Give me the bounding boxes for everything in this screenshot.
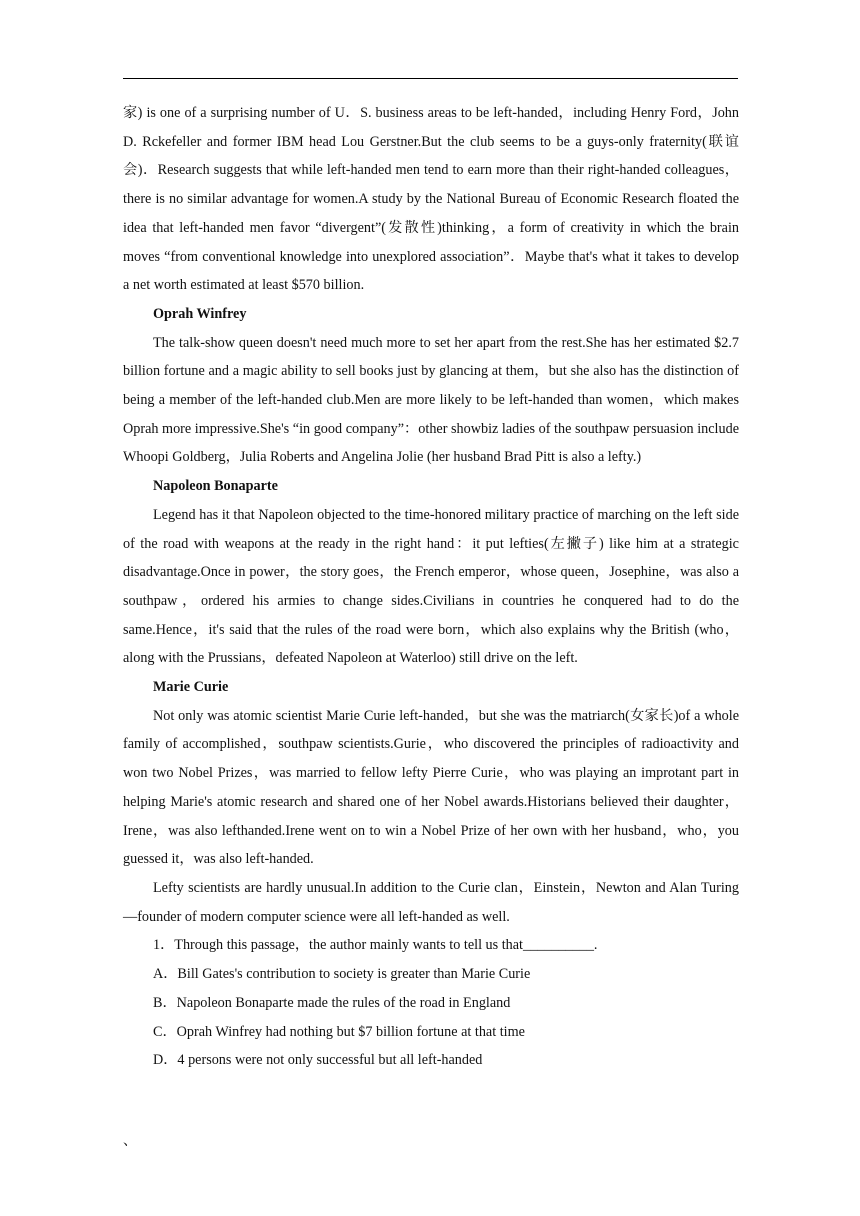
- footer-mark: 、: [123, 1134, 137, 1149]
- header-rule: [123, 78, 738, 79]
- paragraph-napoleon: Legend has it that Napoleon objected to the time-honored military practice of marching on the left side of the road with weapons at the ready in the right hand：it put lefties(左撇子) like him at a strategic disadvantage.Once in power，the story goes，the French emperor，whose queen，Josephine，was also a southpaw，ordered his armies to change sides.Civilians in countries he conquered had to do the same.Hence，it's said that the rules of the road were born，which also explains why the British (who，along with the Prussians，defeated Napoleon at Waterloo) still drive on the left.: [123, 506, 739, 667]
- answer-option-c[interactable]: C．Oprah Winfrey had nothing but $7 billion fortune at that time: [153, 1023, 525, 1040]
- paragraph-bill-gates-continued: 家) is one of a surprising number of U．S. business areas to be left-handed，including Henry Ford，John D. Rckefeller and former IBM head Lou Gerstner.But the club seems to be a guys-only fraternity(联谊会)．Research suggests that while left-handed men tend to earn more than their right-handed colleagues，there is no similar advantage for women.A study by the National Bureau of Economic Research floated the idea that left-handed men favor “divergent”(发散性)thinking，a form of creativity in which the brain moves “from conventional knowledge into unexplored association”．Maybe that's what it takes to develop a net worth estimated at least $570 billion.: [123, 105, 739, 294]
- answer-option-b[interactable]: B．Napoleon Bonaparte made the rules of the road in England: [153, 994, 511, 1011]
- paragraph-oprah: The talk-show queen doesn't need much more to set her apart from the rest.She has her estimated $2.7 billion fortune and a magic ability to sell books just by glancing at them，but she also has the distinction of being a member of the left-handed club.Men are more likely to be left-handed than women，which makes Oprah more impressive.She's “in good company”：other showbiz ladies of the southpaw persuasion include Whoopi Goldberg，Julia Roberts and Angelina Jolie (her husband Brad Pitt is also a lefty.): [123, 334, 739, 466]
- paragraph-lefty-scientists: Lefty scientists are hardly unusual.In addition to the Curie clan，Einstein，Newton and Alan Turing—founder of modern computer science were all left-handed as well.: [123, 879, 739, 925]
- section-heading-napoleon: Napoleon Bonaparte: [153, 478, 278, 495]
- answer-option-a[interactable]: A．Bill Gates's contribution to society is greater than Marie Curie: [153, 966, 531, 983]
- document-body: [123, 99, 739, 1075]
- paragraph-curie: Not only was atomic scientist Marie Curie left-handed，but she was the matriarch(女家长)of a whole family of accomplished，southpaw scientists.Gurie，who discovered the principles of radioactivity and won two Nobel Prizes，was married to fellow lefty Pierre Curie，who was playing an improtant part in helping Marie's atomic research and shared one of her Nobel awards.Historians believed their daughter，Irene，was also lefthanded.Irene went on to win a Nobel Prize of her own with her husband，who，you guessed it，was also left-handed.: [123, 707, 739, 868]
- question-stem: 1．Through this passage，the author mainly wants to tell us that__________.: [153, 937, 598, 954]
- answer-option-d[interactable]: D．4 persons were not only successful but all left-handed: [153, 1052, 483, 1069]
- section-heading-oprah: Oprah Winfrey: [153, 305, 247, 322]
- section-heading-curie: Marie Curie: [153, 679, 229, 696]
